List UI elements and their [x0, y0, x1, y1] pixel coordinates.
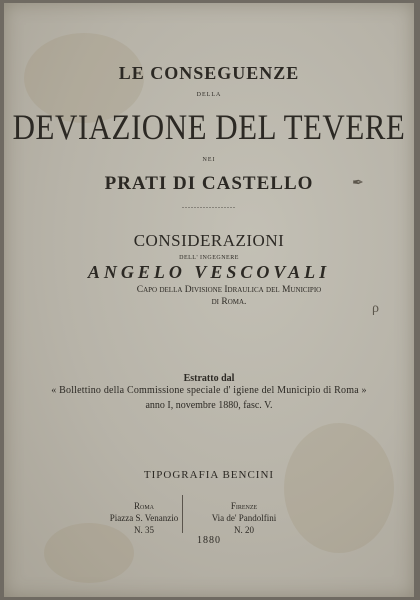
- extract-source: « Bollettino della Commissione speciale d' igiene del Municipio di Roma »: [51, 385, 367, 396]
- printer-name: TIPOGRAFIA BENCINI: [143, 469, 275, 481]
- author-prefix: DELL' INGEGNERE: [179, 255, 239, 261]
- author-role-line-2: di Roma.: [211, 297, 247, 307]
- city-rome: Roma: [133, 501, 154, 511]
- printer-address-rome: [104, 500, 184, 536]
- address-florence-line-1: Via de' Pandolfini: [211, 513, 277, 523]
- paper-stain: [284, 423, 394, 553]
- book-cover: [4, 3, 414, 597]
- city-florence: Firenze: [230, 501, 258, 511]
- dotted-divider: ..................: [182, 201, 236, 210]
- pencil-mark: ρ: [372, 301, 379, 316]
- printer-address-florence: [204, 500, 284, 536]
- title-line-3: PRATI DI CASTELLO: [104, 173, 314, 194]
- author-name: ANGELO VESCOVALI: [87, 262, 331, 282]
- title-line-1: LE CONSEGUENZE: [118, 63, 300, 83]
- publication-year: 1880: [197, 535, 221, 546]
- address-rome-line-1: Piazza S. Venanzio: [109, 513, 179, 523]
- extract-issue: anno I, novembre 1880, fasc. V.: [145, 400, 273, 411]
- title-connector-della: DELLA: [196, 92, 222, 98]
- pencil-mark: ✒: [352, 176, 364, 191]
- address-rome-line-2: N. 35: [134, 525, 154, 535]
- subtitle: CONSIDERAZIONI: [133, 231, 285, 250]
- address-divider: [182, 495, 183, 533]
- title-main: DEVIAZIONE DEL TEVERE: [12, 107, 406, 148]
- author-role-line-1: Capo della Divisione Idraulica del Municipio: [136, 285, 322, 295]
- extract-label: Estratto dal: [183, 373, 235, 384]
- title-connector-nei: NEI: [202, 157, 216, 163]
- address-florence-line-2: N. 20: [234, 525, 254, 535]
